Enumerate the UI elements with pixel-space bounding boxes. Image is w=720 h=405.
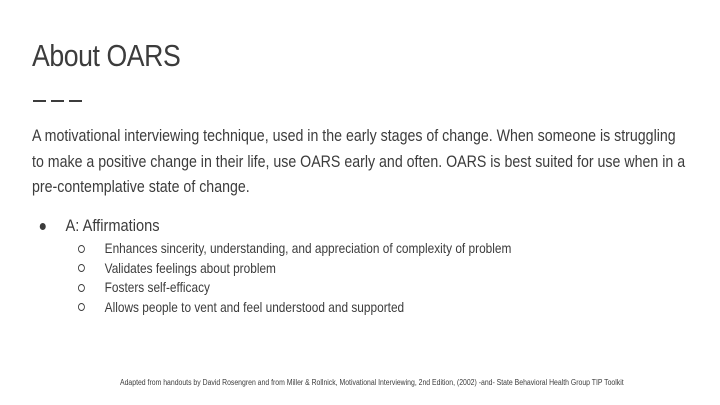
bullet-affirmations (32, 215, 160, 237)
divider-dash (51, 100, 64, 102)
hollow-circle-icon (78, 284, 85, 292)
list-item (78, 298, 511, 318)
list-item (78, 278, 511, 298)
list-item-text: Allows people to vent and feel understood and supported (104, 299, 405, 315)
list-item (78, 259, 511, 279)
hollow-circle-icon (78, 303, 85, 311)
intro-paragraph: A motivational interviewing technique, used in the early stages of change. When someone is struggling to make a positive change in their life, use OARS early and often. OARS is best suited for use when in a pre-contemplative state of change. (32, 127, 686, 196)
list-item (78, 239, 511, 259)
source-footnote: Adapted from handouts by David Rosengren and from Miller & Rollnick, Motivational Interviewing, 2nd Edition, (2002) -and- State Behavioral Health Group TIP Toolkit (120, 378, 624, 387)
sub-bullet-list (78, 239, 511, 317)
bullet-label: A: Affirmations (65, 216, 160, 235)
list-item-text: Fosters self-efficacy (104, 280, 210, 296)
divider-dash (69, 100, 82, 102)
slide-title: About OARS (32, 38, 181, 73)
hollow-circle-icon (78, 264, 85, 272)
divider-dash (33, 100, 46, 102)
list-item-text: Enhances sincerity, understanding, and appreciation of complexity of problem (104, 241, 512, 257)
filled-circle-icon (40, 223, 46, 230)
title-divider (33, 100, 82, 102)
hollow-circle-icon (78, 245, 85, 253)
list-item-text: Validates feelings about problem (104, 260, 276, 276)
